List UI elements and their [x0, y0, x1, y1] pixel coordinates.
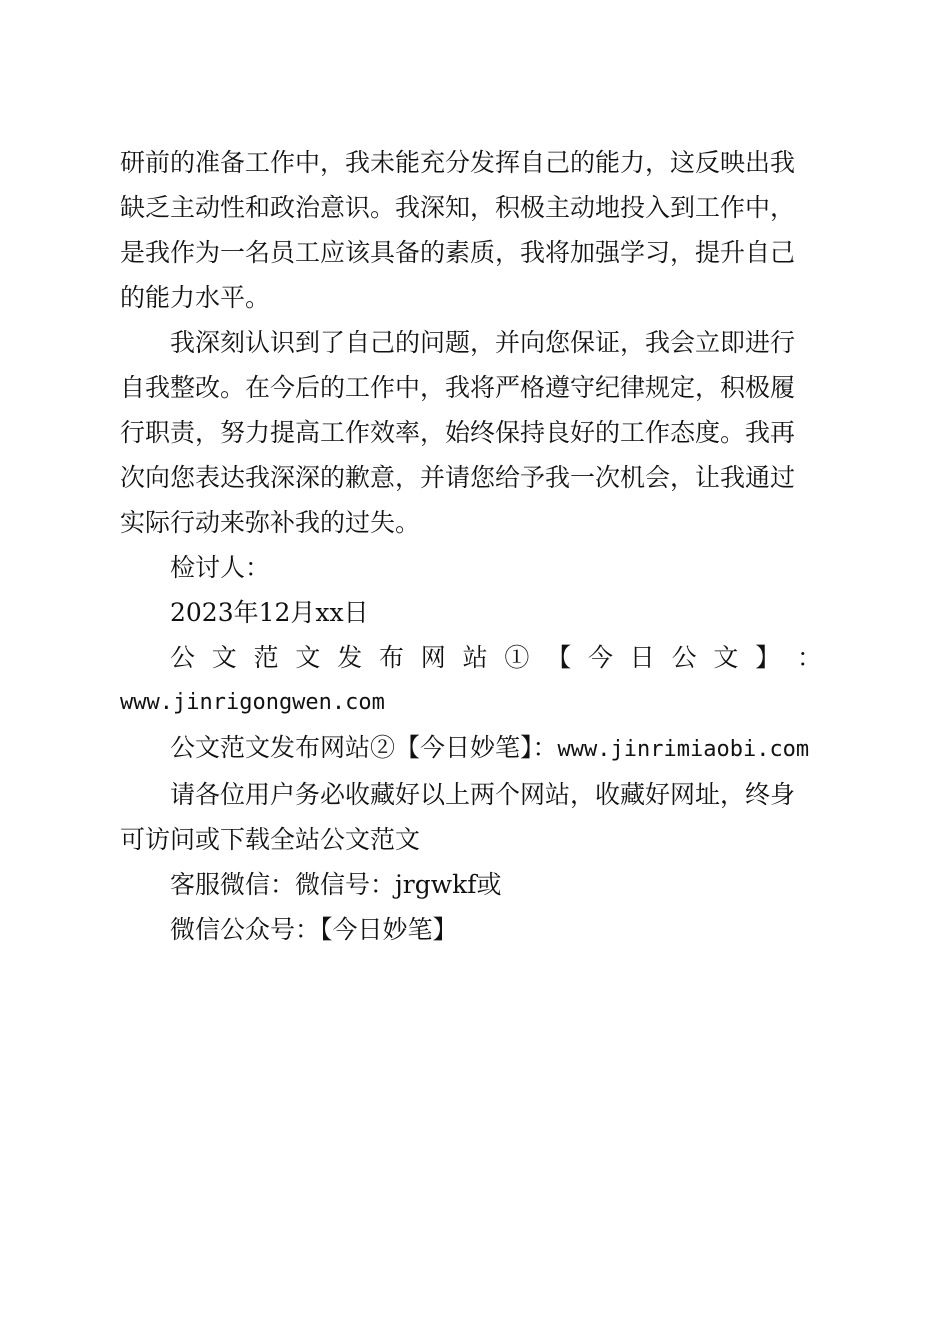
- notice-line: 请各位用户务必收藏好以上两个网站，收藏好网址，终身: [170, 780, 796, 809]
- text-line: 缺乏主动性和政治意识。我深知，积极主动地投入到工作中，: [120, 193, 796, 222]
- document-date: 2023年12月xx日: [170, 598, 369, 627]
- site1-url-link[interactable]: www.jinrigongwen.com: [120, 690, 385, 715]
- official-account: 微信公众号：【今日妙笔】: [170, 915, 458, 944]
- text-line: 行职责，努力提高工作效率，始终保持良好的工作态度。我再: [120, 418, 796, 447]
- text-line: 实际行动来弥补我的过失。: [120, 508, 421, 537]
- text-line: 次向您表达我深深的歉意，并请您给予我一次机会，让我通过: [120, 463, 796, 492]
- site1-prefix: 公 文 范 文 发 布 网 站 ① 【 今 日 公 文 】 ：: [170, 643, 822, 672]
- text-line: 的能力水平。: [120, 283, 271, 312]
- notice-line: 可访问或下载全站公文范文: [120, 825, 421, 854]
- site2-block: [120, 725, 822, 772]
- customer-service-wechat: 客服微信：微信号：jrgwkf或: [170, 870, 502, 899]
- text-line: 我深刻认识到了自己的问题，并向您保证，我会立即进行: [170, 328, 796, 357]
- paragraph-commitment: [120, 320, 822, 545]
- site2-prefix: 公文范文发布网站②【今日妙笔】：: [170, 733, 558, 762]
- document-page: [120, 140, 822, 952]
- text-line: 自我整改。在今后的工作中，我将严格遵守纪律规定，积极履: [120, 373, 796, 402]
- site2-url-link[interactable]: www.jinrimiaobi.com: [557, 737, 810, 762]
- paragraph-reflection: [120, 140, 822, 320]
- text-line: 是我作为一名员工应该具备的素质，我将加强学习，提升自己: [120, 238, 796, 267]
- site1-block: [120, 635, 822, 725]
- notice-block: [120, 772, 822, 862]
- text-line: 研前的准备工作中，我未能充分发挥自己的能力，这反映出我: [120, 148, 796, 177]
- signature-label: 检讨人：: [170, 553, 271, 582]
